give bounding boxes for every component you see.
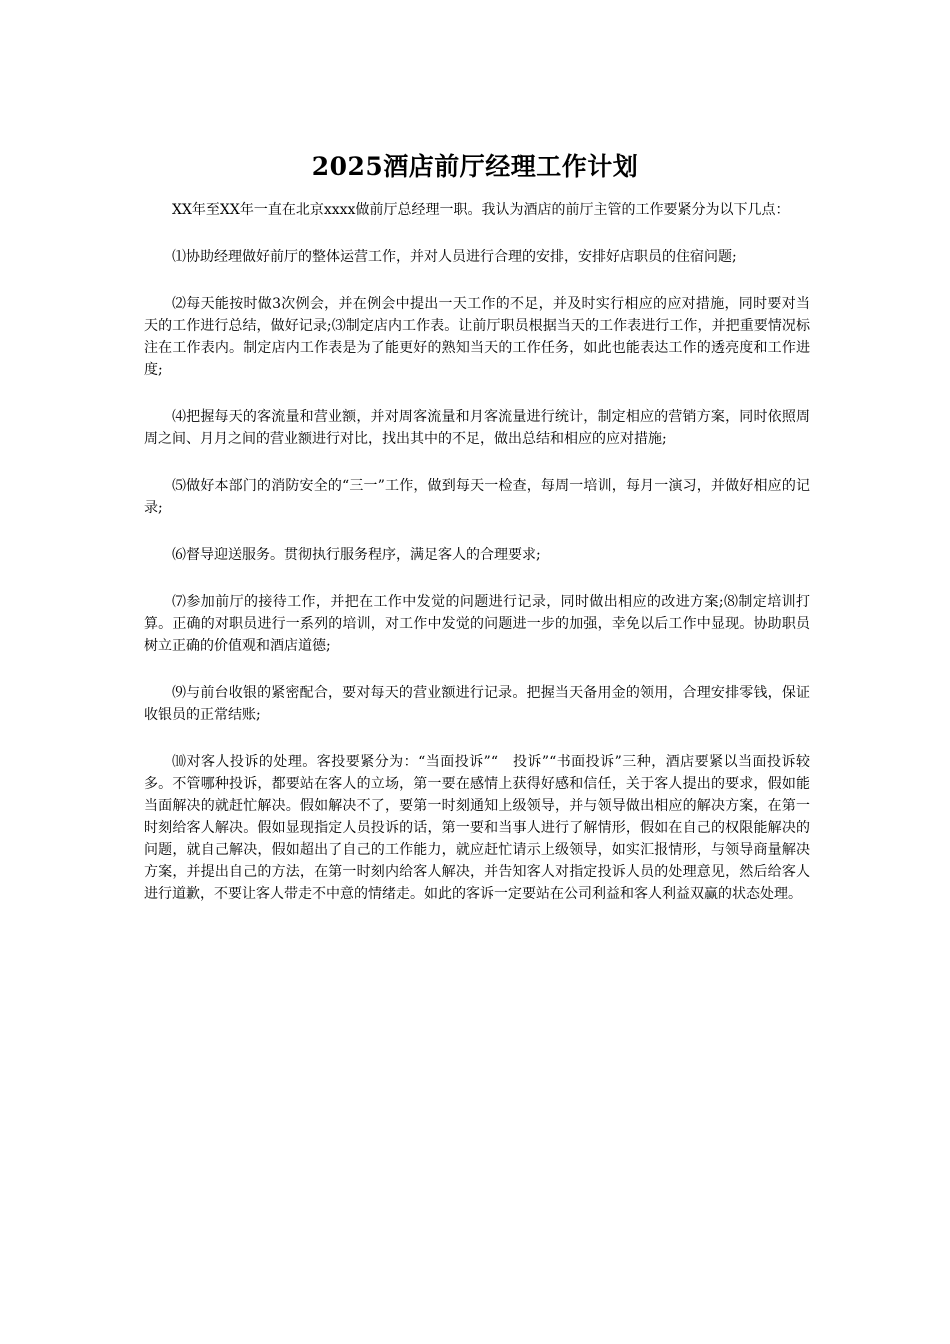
item-paragraph-1: ⑴协助经理做好前厅的整体运营工作，并对人员进行合理的安排，安排好店职员的住宿问题; bbox=[172, 249, 737, 265]
document-body bbox=[144, 199, 810, 930]
item-paragraph-9: ⑼与前台收银的紧密配合，要对每天的营业额进行记录。把握当天备用金的领用，合理安排零钱，保证收银员的正常结账; bbox=[144, 685, 810, 723]
item-paragraph-5: ⑸做好本部门的消防安全的“三一”工作，做到每天一检查，每周一培训，每月一演习，并做好相应的记录; bbox=[144, 478, 810, 516]
item-paragraph-10: ⑽对客人投诉的处理。客投要紧分为：“当面投诉”“ 投诉”“书面投诉”三种，酒店要紧以当面投诉较多。不管哪种投诉，都要站在客人的立场，第一要在感情上获得好感和信任，关于客人提出的要求，假如能当面解决的就赶忙解决。假如解决不了，要第一时刻通知上级领导，并与领导做出相应的解决方案，在第一时刻给客人解决。假如显现指定人员投诉的话，第一要和当事人进行了解情形，假如在自己的权限能解决的问题，就自己解决，假如超出了自己的工作能力，就应赶忙请示上级领导，如实汇报情形，与领导商量解决方案，并提出自己的方法，在第一时刻内给客人解决，并告知客人对指定投诉人员的处理意见，然后给客人进行道歉，不要让客人带走不中意的情绪走。如此的客诉一定要站在公司利益和客人利益双赢的状态处理。 bbox=[144, 754, 810, 902]
item-paragraph-2-3: ⑵每天能按时做3次例会，并在例会中提出一天工作的不足，并及时实行相应的应对措施，同时要对当天的工作进行总结，做好记录;⑶制定店内工作表。让前厅职员根据当天的工作表进行工作，并把重要情况标注在工作表内。制定店内工作表是为了能更好的熟知当天的工作任务，如此也能表达工作的透亮度和工作进度; bbox=[144, 296, 810, 378]
item-paragraph-4: ⑷把握每天的客流量和营业额，并对周客流量和月客流量进行统计，制定相应的营销方案，同时依照周周之间、月月之间的营业额进行对比，找出其中的不足，做出总结和相应的应对措施; bbox=[144, 409, 810, 447]
intro-paragraph: XX年至XX年一直在北京xxxx做前厅总经理一职。我认为酒店的前厅主管的工作要紧分为以下几点： bbox=[172, 202, 790, 218]
item-paragraph-7-8: ⑺参加前厅的接待工作，并把在工作中发觉的问题进行记录，同时做出相应的改进方案;⑻制定培训打算。正确的对职员进行一系列的培训，对工作中发觉的问题进一步的加强，幸免以后工作中显现。协助职员树立正确的价值观和酒店道德; bbox=[144, 594, 810, 654]
document-title: 2025酒店前厅经理工作计划 bbox=[311, 151, 639, 181]
item-paragraph-6: ⑹督导迎送服务。贯彻执行服务程序，满足客人的合理要求; bbox=[172, 547, 541, 563]
